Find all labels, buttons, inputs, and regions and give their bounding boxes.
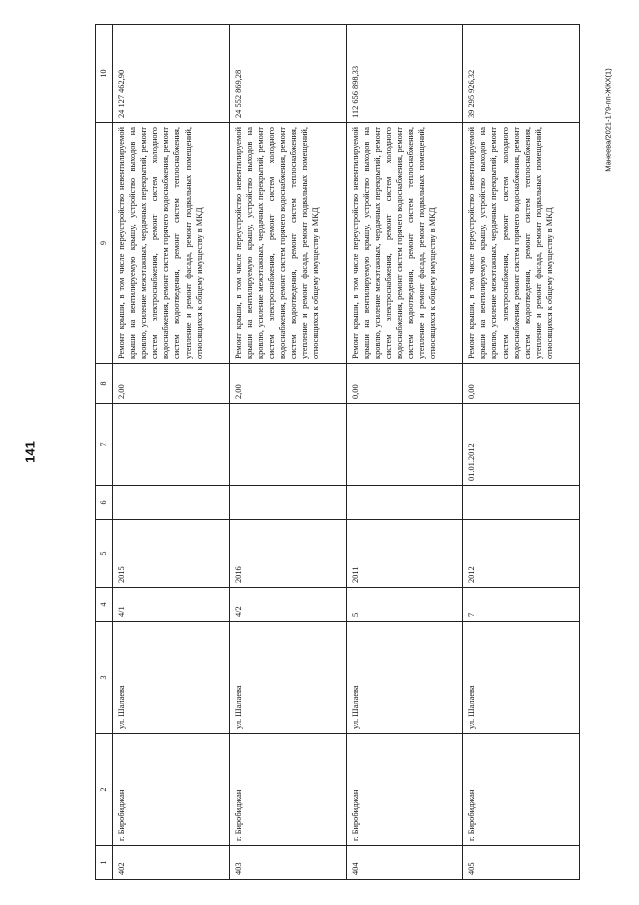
empty-cell: [113, 486, 230, 520]
header-cell: 1: [96, 846, 113, 880]
house-cell: 5: [346, 588, 463, 622]
street-cell: ул. Шалаева: [346, 622, 463, 734]
value-cell: 2,00: [113, 364, 230, 404]
street-cell: ул. Шалаева: [113, 622, 230, 734]
rotated-table: [95, 25, 580, 880]
header-cell: 8: [96, 364, 113, 404]
header-row: [96, 25, 113, 880]
table-row: [113, 25, 230, 880]
city-cell: г. Биробиджан: [346, 734, 463, 846]
works-cell: Ремонт крыши, в том числе переустройство невентилируемой крыши на вентилируемую крышу, устройство выходов на кровлю, усиление межэтажных, чердачных перекрытий, ремонт систем электроснабжения, ремонт систем холодного водоснабжения, ремонт систем горячего водоснабжения, ремонт систем водоотведения, ремонт систем теплоснабжения, утепление и ремонт фасада, ремонт подвальных помещений, относящихся к общему имуществу в МКД: [346, 123, 463, 364]
row-number: 404: [346, 846, 463, 880]
table-row: [229, 25, 346, 880]
house-cell: 4/1: [113, 588, 230, 622]
table-container: [95, 25, 580, 880]
works-cell: Ремонт крыши, в том числе переустройство невентилируемой крыши на вентилируемую крышу, устройство выходов на кровлю, усиление межэтажных, чердачных перекрытий, ремонт систем электроснабжения, ремонт систем холодного водоснабжения, ремонт систем горячего водоснабжения, ремонт систем водоотведения, ремонт систем теплоснабжения, утепление и ремонт фасада, ремонт подвальных помещений, относящихся к общему имуществу в МКД: [463, 123, 580, 364]
date-cell: [229, 404, 346, 486]
header-cell: 3: [96, 622, 113, 734]
date-cell: [346, 404, 463, 486]
header-cell: 5: [96, 520, 113, 588]
cost-cell: 24 552 869,28: [229, 25, 346, 123]
housing-repair-table: [95, 24, 580, 880]
header-cell: 2: [96, 734, 113, 846]
document-reference: Манеева/2021-179-пп-ЖКХ(1): [603, 68, 613, 172]
header-cell: 9: [96, 123, 113, 364]
empty-cell: [463, 486, 580, 520]
street-cell: ул. Шалаева: [229, 622, 346, 734]
header-cell: 7: [96, 404, 113, 486]
row-number: 402: [113, 846, 230, 880]
value-cell: 2,00: [229, 364, 346, 404]
header-cell: 10: [96, 25, 113, 123]
empty-cell: [229, 486, 346, 520]
row-number: 403: [229, 846, 346, 880]
header-cell: 4: [96, 588, 113, 622]
header-cell: 6: [96, 486, 113, 520]
value-cell: 0,00: [463, 364, 580, 404]
year-cell: 2015: [113, 520, 230, 588]
cost-cell: 39 295 926,32: [463, 25, 580, 123]
house-cell: 4/2: [229, 588, 346, 622]
row-number: 405: [463, 846, 580, 880]
year-cell: 2016: [229, 520, 346, 588]
works-cell: Ремонт крыши, в том числе переустройство невентилируемой крыши на вентилируемую крышу, устройство выходов на кровлю, усиление межэтажных, чердачных перекрытий, ремонт систем электроснабжения, ремонт систем холодного водоснабжения, ремонт систем горячего водоснабжения, ремонт систем водоотведения, ремонт систем теплоснабжения, утепление и ремонт фасада, ремонт подвальных помещений, относящихся к общему имуществу в МКД: [113, 123, 230, 364]
works-cell: Ремонт крыши, в том числе переустройство невентилируемой крыши на вентилируемую крышу, устройство выходов на кровлю, усиление межэтажных, чердачных перекрытий, ремонт систем электроснабжения, ремонт систем холодного водоснабжения, ремонт систем горячего водоснабжения, ремонт систем водоотведения, ремонт систем теплоснабжения, утепление и ремонт фасада, ремонт подвальных помещений, относящихся к общему имуществу в МКД: [229, 123, 346, 364]
house-cell: 7: [463, 588, 580, 622]
table-row: [346, 25, 463, 880]
page-number: 141: [22, 441, 38, 463]
city-cell: г. Биробиджан: [463, 734, 580, 846]
year-cell: 2012: [463, 520, 580, 588]
table-row: [463, 25, 580, 880]
empty-cell: [346, 486, 463, 520]
date-cell: 01.01.2012: [463, 404, 580, 486]
cost-cell: 112 656 898,33: [346, 25, 463, 123]
street-cell: ул. Шалаева: [463, 622, 580, 734]
date-cell: [113, 404, 230, 486]
cost-cell: 24 127 462,90: [113, 25, 230, 123]
city-cell: г. Биробиджан: [113, 734, 230, 846]
city-cell: г. Биробиджан: [229, 734, 346, 846]
value-cell: 0,00: [346, 364, 463, 404]
year-cell: 2011: [346, 520, 463, 588]
